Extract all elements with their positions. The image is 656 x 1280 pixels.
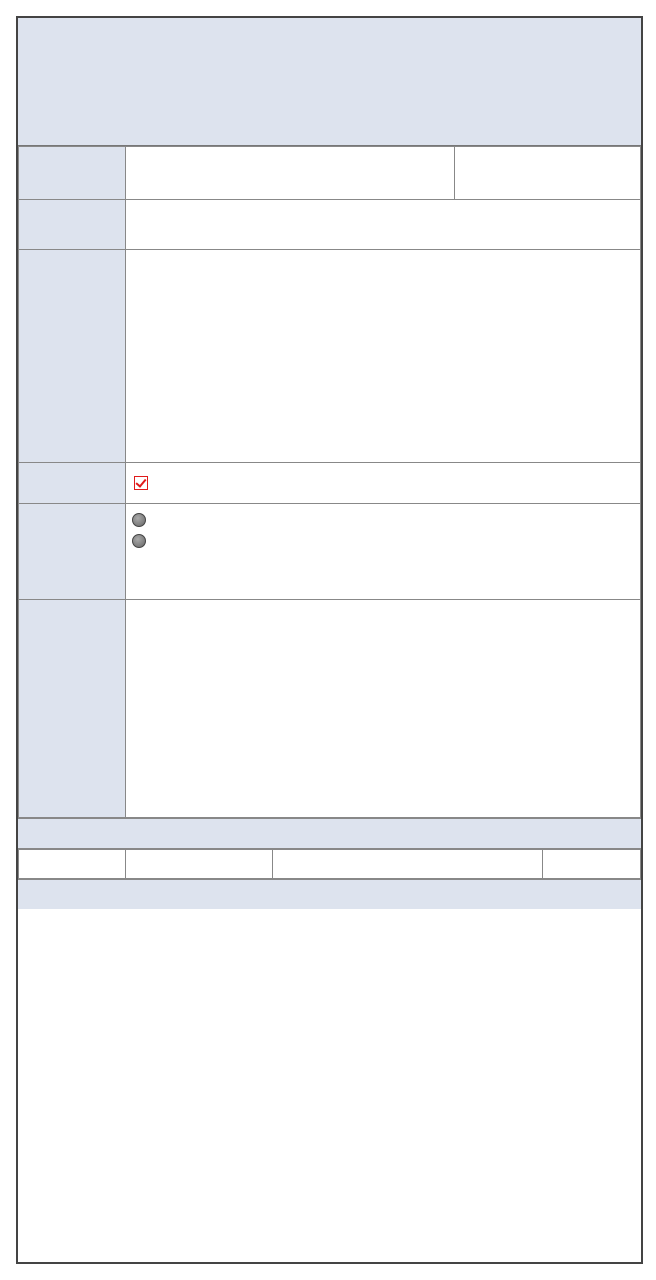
- flight-label: [19, 200, 126, 250]
- reference-line: [132, 573, 634, 594]
- excluded-list: [126, 463, 641, 504]
- excluded-item: [132, 473, 634, 494]
- itinerary-header-row: [19, 850, 641, 879]
- itinerary-table: [18, 849, 641, 879]
- included-list: [126, 250, 641, 463]
- header-content: [273, 850, 543, 879]
- flight-info: [126, 200, 641, 250]
- reference-line: [132, 510, 634, 531]
- reference-label: [19, 504, 126, 600]
- flight-row: [19, 200, 641, 250]
- schedule-price-label: [19, 147, 126, 200]
- gray-bullet-icon: [132, 534, 146, 548]
- info-table: [18, 146, 641, 818]
- guide-label: [19, 600, 126, 818]
- itinerary-heading: [18, 818, 641, 849]
- reference-line: [132, 531, 634, 552]
- reference-line: [132, 552, 634, 573]
- reference-list: [126, 504, 641, 600]
- header-meal: [543, 850, 641, 879]
- header-day: [19, 850, 126, 879]
- header-round: [126, 850, 273, 879]
- package-sheet: [16, 16, 643, 1264]
- excluded-row: [19, 463, 641, 504]
- guide-list: [126, 600, 641, 818]
- course-cell: [126, 147, 455, 200]
- schedule-price-row: [19, 147, 641, 200]
- excluded-label: [19, 463, 126, 504]
- footer-notice: [18, 879, 641, 909]
- included-row: [19, 250, 641, 463]
- gray-bullet-icon: [132, 513, 146, 527]
- title-banner: [18, 18, 641, 146]
- red-check-icon: [134, 476, 148, 490]
- price: [455, 147, 641, 200]
- guide-row: [19, 600, 641, 818]
- included-label: [19, 250, 126, 463]
- reference-row: [19, 504, 641, 600]
